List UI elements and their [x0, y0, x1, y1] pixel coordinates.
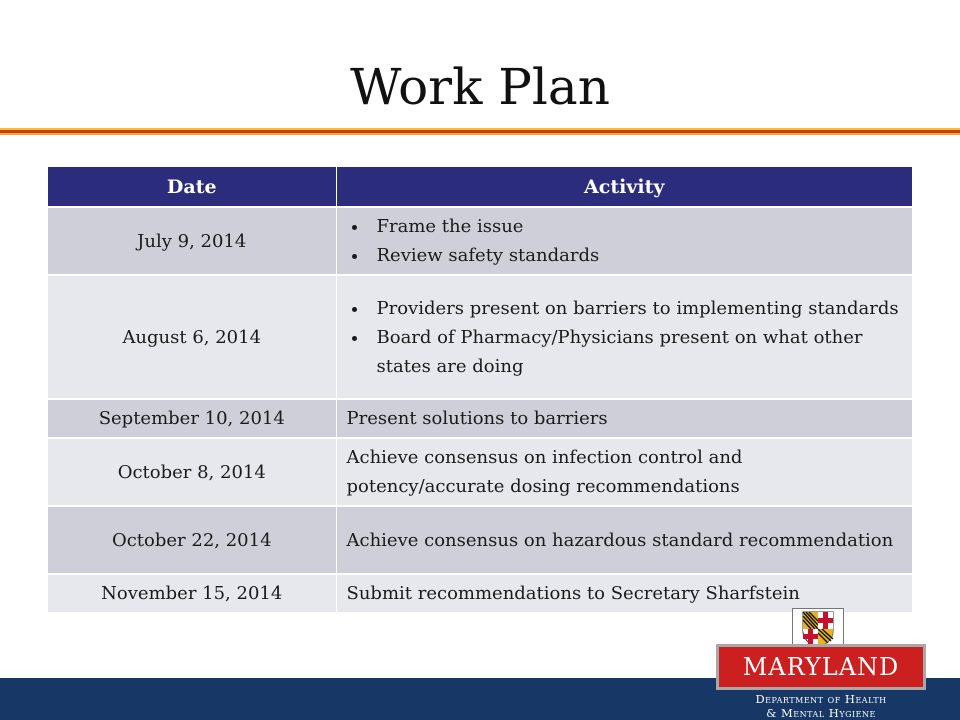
- row-date: October 8, 2014: [48, 438, 336, 506]
- row-activity: Achieve consensus on infection control and potency/accurate dosing recommendations: [336, 438, 912, 506]
- row-date: October 22, 2014: [48, 506, 336, 574]
- table-row: [48, 275, 912, 399]
- department-name: [716, 692, 926, 720]
- row-activity: Achieve consensus on hazardous standard recommendation: [336, 506, 912, 574]
- activity-bullets: [347, 294, 903, 381]
- column-header-activity: Activity: [336, 167, 912, 207]
- row-activity: Present solutions to barriers: [336, 399, 912, 438]
- activity-bullet: • Frame the issue: [369, 212, 903, 241]
- activity-bullet: • Review safety standards: [369, 241, 903, 270]
- activity-bullets: [347, 212, 903, 270]
- table-row: [48, 438, 912, 506]
- row-date: July 9, 2014: [48, 207, 336, 275]
- activity-bullet: • Board of Pharmacy/Physicians present on what other states are doing: [369, 323, 903, 381]
- row-activity: [336, 275, 912, 399]
- department-line-2: & Mental Hygiene: [766, 706, 876, 720]
- department-line-1: Department of Health: [755, 692, 887, 706]
- work-plan-table: [48, 167, 912, 614]
- row-date: November 15, 2014: [48, 574, 336, 613]
- title-divider: [0, 128, 960, 135]
- maryland-wordmark: MARYLAND: [716, 644, 926, 690]
- row-date: September 10, 2014: [48, 399, 336, 438]
- activity-bullet: • Providers present on barriers to implementing standards: [369, 294, 903, 323]
- row-date: August 6, 2014: [48, 275, 336, 399]
- slide-title: Work Plan: [350, 58, 610, 116]
- maryland-dhmh-logo: [716, 608, 926, 720]
- table-row: [48, 399, 912, 438]
- table-row: [48, 207, 912, 275]
- table-row: [48, 506, 912, 574]
- column-header-date: Date: [48, 167, 336, 207]
- row-activity: Submit recommendations to Secretary Sharfstein: [336, 574, 912, 613]
- row-activity: [336, 207, 912, 275]
- table-header-row: [48, 167, 912, 207]
